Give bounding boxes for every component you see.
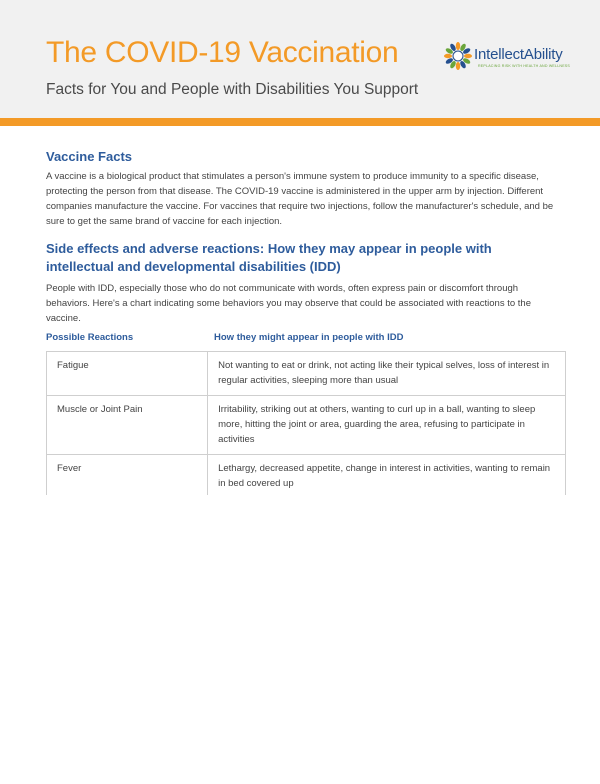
column-header-idd-appearance: How they might appear in people with IDD (214, 332, 404, 343)
section-body-side-effects: People with IDD, especially those who do not communicate with words, often express pain or discomfort through behaviors. Here's a chart indicating some behaviors you may observe that could be associated with reactions to the vaccine. (46, 283, 531, 324)
page-bottom-blank-area (0, 495, 600, 784)
accent-divider (0, 118, 600, 126)
table-cell-description: Irritability, striking out at others, wanting to curl up in a ball, wanting to sleep more, hitting the joint or area, guarding the area, refusing to participate in activities (208, 396, 566, 455)
logo-tagline: REPLACING RISK WITH HEALTH AND WELLNESS (478, 64, 571, 68)
section-heading-side-effects: Side effects and adverse reactions: How they may appear in people with intellectual and developmental disabilities (IDD) (46, 241, 492, 274)
page-header (0, 0, 600, 118)
table-cell-reaction: Muscle or Joint Pain (47, 396, 208, 455)
table-cell-description: Lethargy, decreased appetite, change in interest in activities, wanting to remain in bed covered up (208, 455, 566, 499)
reactions-table (46, 351, 566, 499)
page-subtitle: Facts for You and People with Disabilities You Support (46, 81, 419, 98)
table-row (47, 455, 566, 499)
section-heading-vaccine-facts: Vaccine Facts (46, 149, 132, 164)
table-cell-reaction: Fatigue (47, 352, 208, 396)
logo-wordmark: IntellectAbility (474, 46, 563, 63)
table-row (47, 352, 566, 396)
column-header-reactions: Possible Reactions (46, 332, 134, 343)
table-cell-reaction: Fever (47, 455, 208, 499)
page-title: The COVID-19 Vaccination (46, 36, 399, 69)
table-cell-description: Not wanting to eat or drink, not acting like their typical selves, loss of interest in regular activities, sleeping more than usual (208, 352, 566, 396)
reactions-table-header (46, 332, 554, 348)
intellectability-logo (443, 41, 573, 73)
section-body-vaccine-facts: A vaccine is a biological product that stimulates a person's immune system to produce immunity to a specific disease, protecting the person from that disease. The COVID-19 vaccine is administered in the upper arm by injection. Different companies manufacture the vaccine. For vaccines that require two injections, follow the manufacturer's schedule, and be sure to get the same brand of vaccine for each injection. (46, 171, 554, 227)
sunburst-icon (443, 41, 473, 71)
table-row (47, 396, 566, 455)
